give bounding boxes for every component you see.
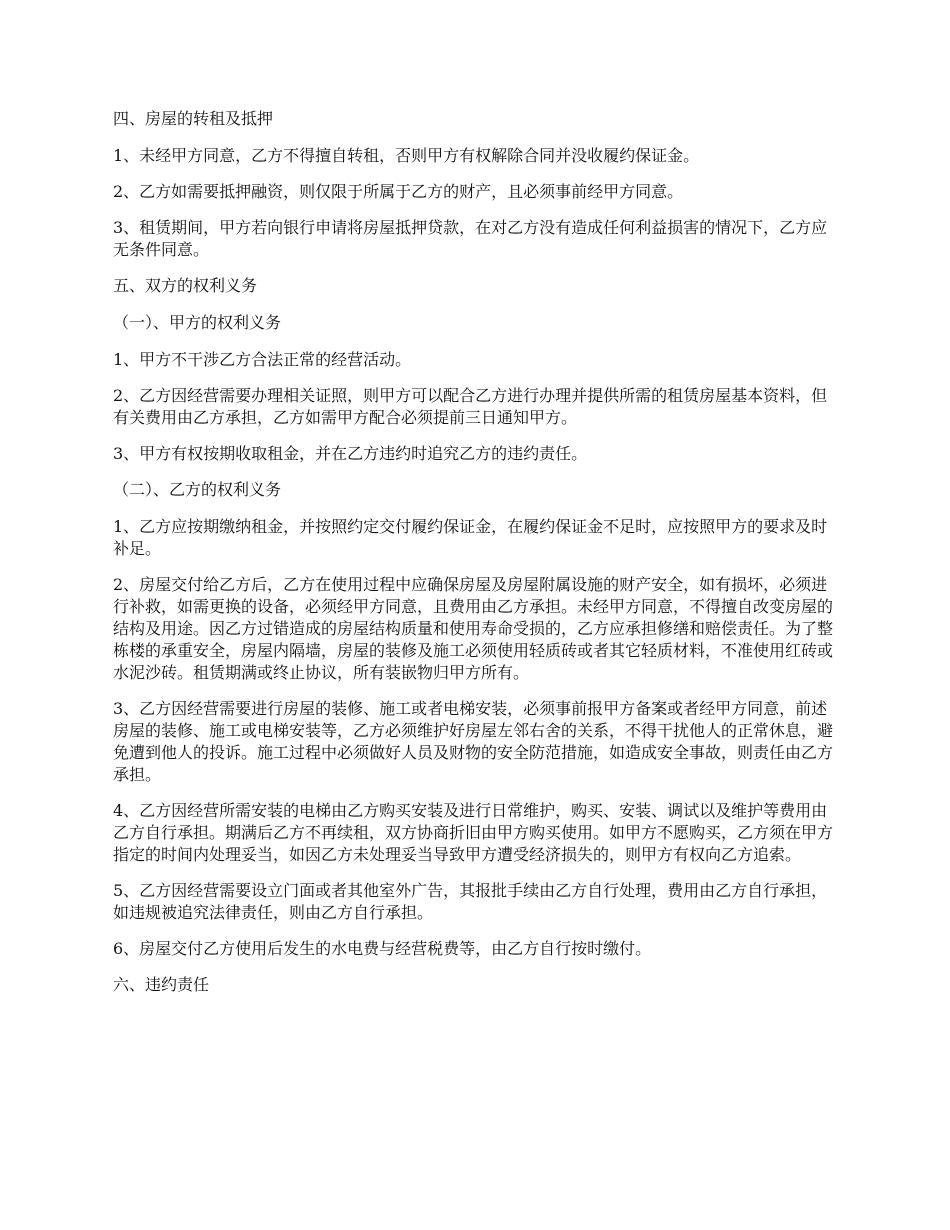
- clause-paragraph: 3、乙方因经营需要进行房屋的装修、施工或者电梯安装，必须事前报甲方备案或者经甲方同意，前述房屋的装修、施工或电梯安装等，乙方必须维护好房屋左邻右舍的关系，不得干扰他人的正常休息，避免遭到他人的投诉。施工过程中必须做好人员及财物的安全防范措施，如造成安全事故，则责任由乙方承担。: [113, 699, 834, 784]
- clause-paragraph: 2、乙方因经营需要办理相关证照，则甲方可以配合乙方进行办理并提供所需的租赁房屋基本资料，但有关费用由乙方承担，乙方如需甲方配合必须提前三日通知甲方。: [113, 386, 828, 427]
- clause-paragraph: 1、甲方不干涉乙方合法正常的经营活动。: [113, 350, 412, 369]
- clause-paragraph: 4、乙方因经营所需安装的电梯由乙方购买安装及进行日常维护，购买、安装、调试以及维护等费用由乙方自行承担。期满后乙方不再续租，双方协商折旧由甲方购买使用。如甲方不愿购买，乙方须在甲方指定的时间内处理妥当，如因乙方未处理妥当导致甲方遭受经济损失的，则甲方有权向乙方追索。: [113, 801, 834, 864]
- clause-paragraph: 1、未经甲方同意，乙方不得擅自转租，否则甲方有权解除合同并没收履约保证金。: [113, 146, 700, 165]
- clause-paragraph: 6、房屋交付乙方使用后发生的水电费与经营税费等，由乙方自行按时缴付。: [113, 939, 652, 958]
- clause-paragraph: 2、房屋交付给乙方后，乙方在使用过程中应确保房屋及房屋附属设施的财产安全，如有损坏，必须进行补救，如需更换的设备，必须经甲方同意，且费用由乙方承担。未经甲方同意，不得擅自改变房屋的结构及用途。因乙方过错造成的房屋结构质量和使用寿命受损的，乙方应承担修缮和赔偿责任。为了整栋楼的承重安全，房屋内隔墙，房屋的装修及施工必须使用轻质砖或者其它轻质材料，不准使用红砖或水泥沙砖。租赁期满或终止协议，所有装嵌物归甲方所有。: [113, 575, 834, 682]
- clause-paragraph: 3、租赁期间，甲方若向银行申请将房屋抵押贷款，在对乙方没有造成任何利益损害的情况下，乙方应无条件同意。: [113, 218, 828, 259]
- subsection-heading-party-a: （一）、甲方的权利义务: [113, 313, 282, 332]
- clause-paragraph: 1、乙方应按期缴纳租金，并按照约定交付履约保证金，在履约保证金不足时，应按照甲方的要求及时补足。: [113, 517, 828, 558]
- subsection-heading-party-b: （二）、乙方的权利义务: [113, 480, 282, 499]
- document-page: [113, 108, 840, 1011]
- section-heading-sublease: 四、房屋的转租及抵押: [113, 109, 274, 128]
- clause-paragraph: 5、乙方因经营需要设立门面或者其他室外广告，其报批手续由乙方自行处理，费用由乙方自行承担，如违规被追究法律责任，则由乙方自行承担。: [113, 881, 828, 922]
- section-heading-rights: 五、双方的权利义务: [113, 276, 258, 295]
- clause-paragraph: 3、甲方有权按期收取租金，并在乙方违约时追究乙方的违约责任。: [113, 444, 588, 463]
- section-heading-breach: 六、违约责任: [113, 975, 210, 994]
- clause-paragraph: 2、乙方如需要抵押融资，则仅限于所属于乙方的财产，且必须事前经甲方同意。: [113, 182, 684, 201]
